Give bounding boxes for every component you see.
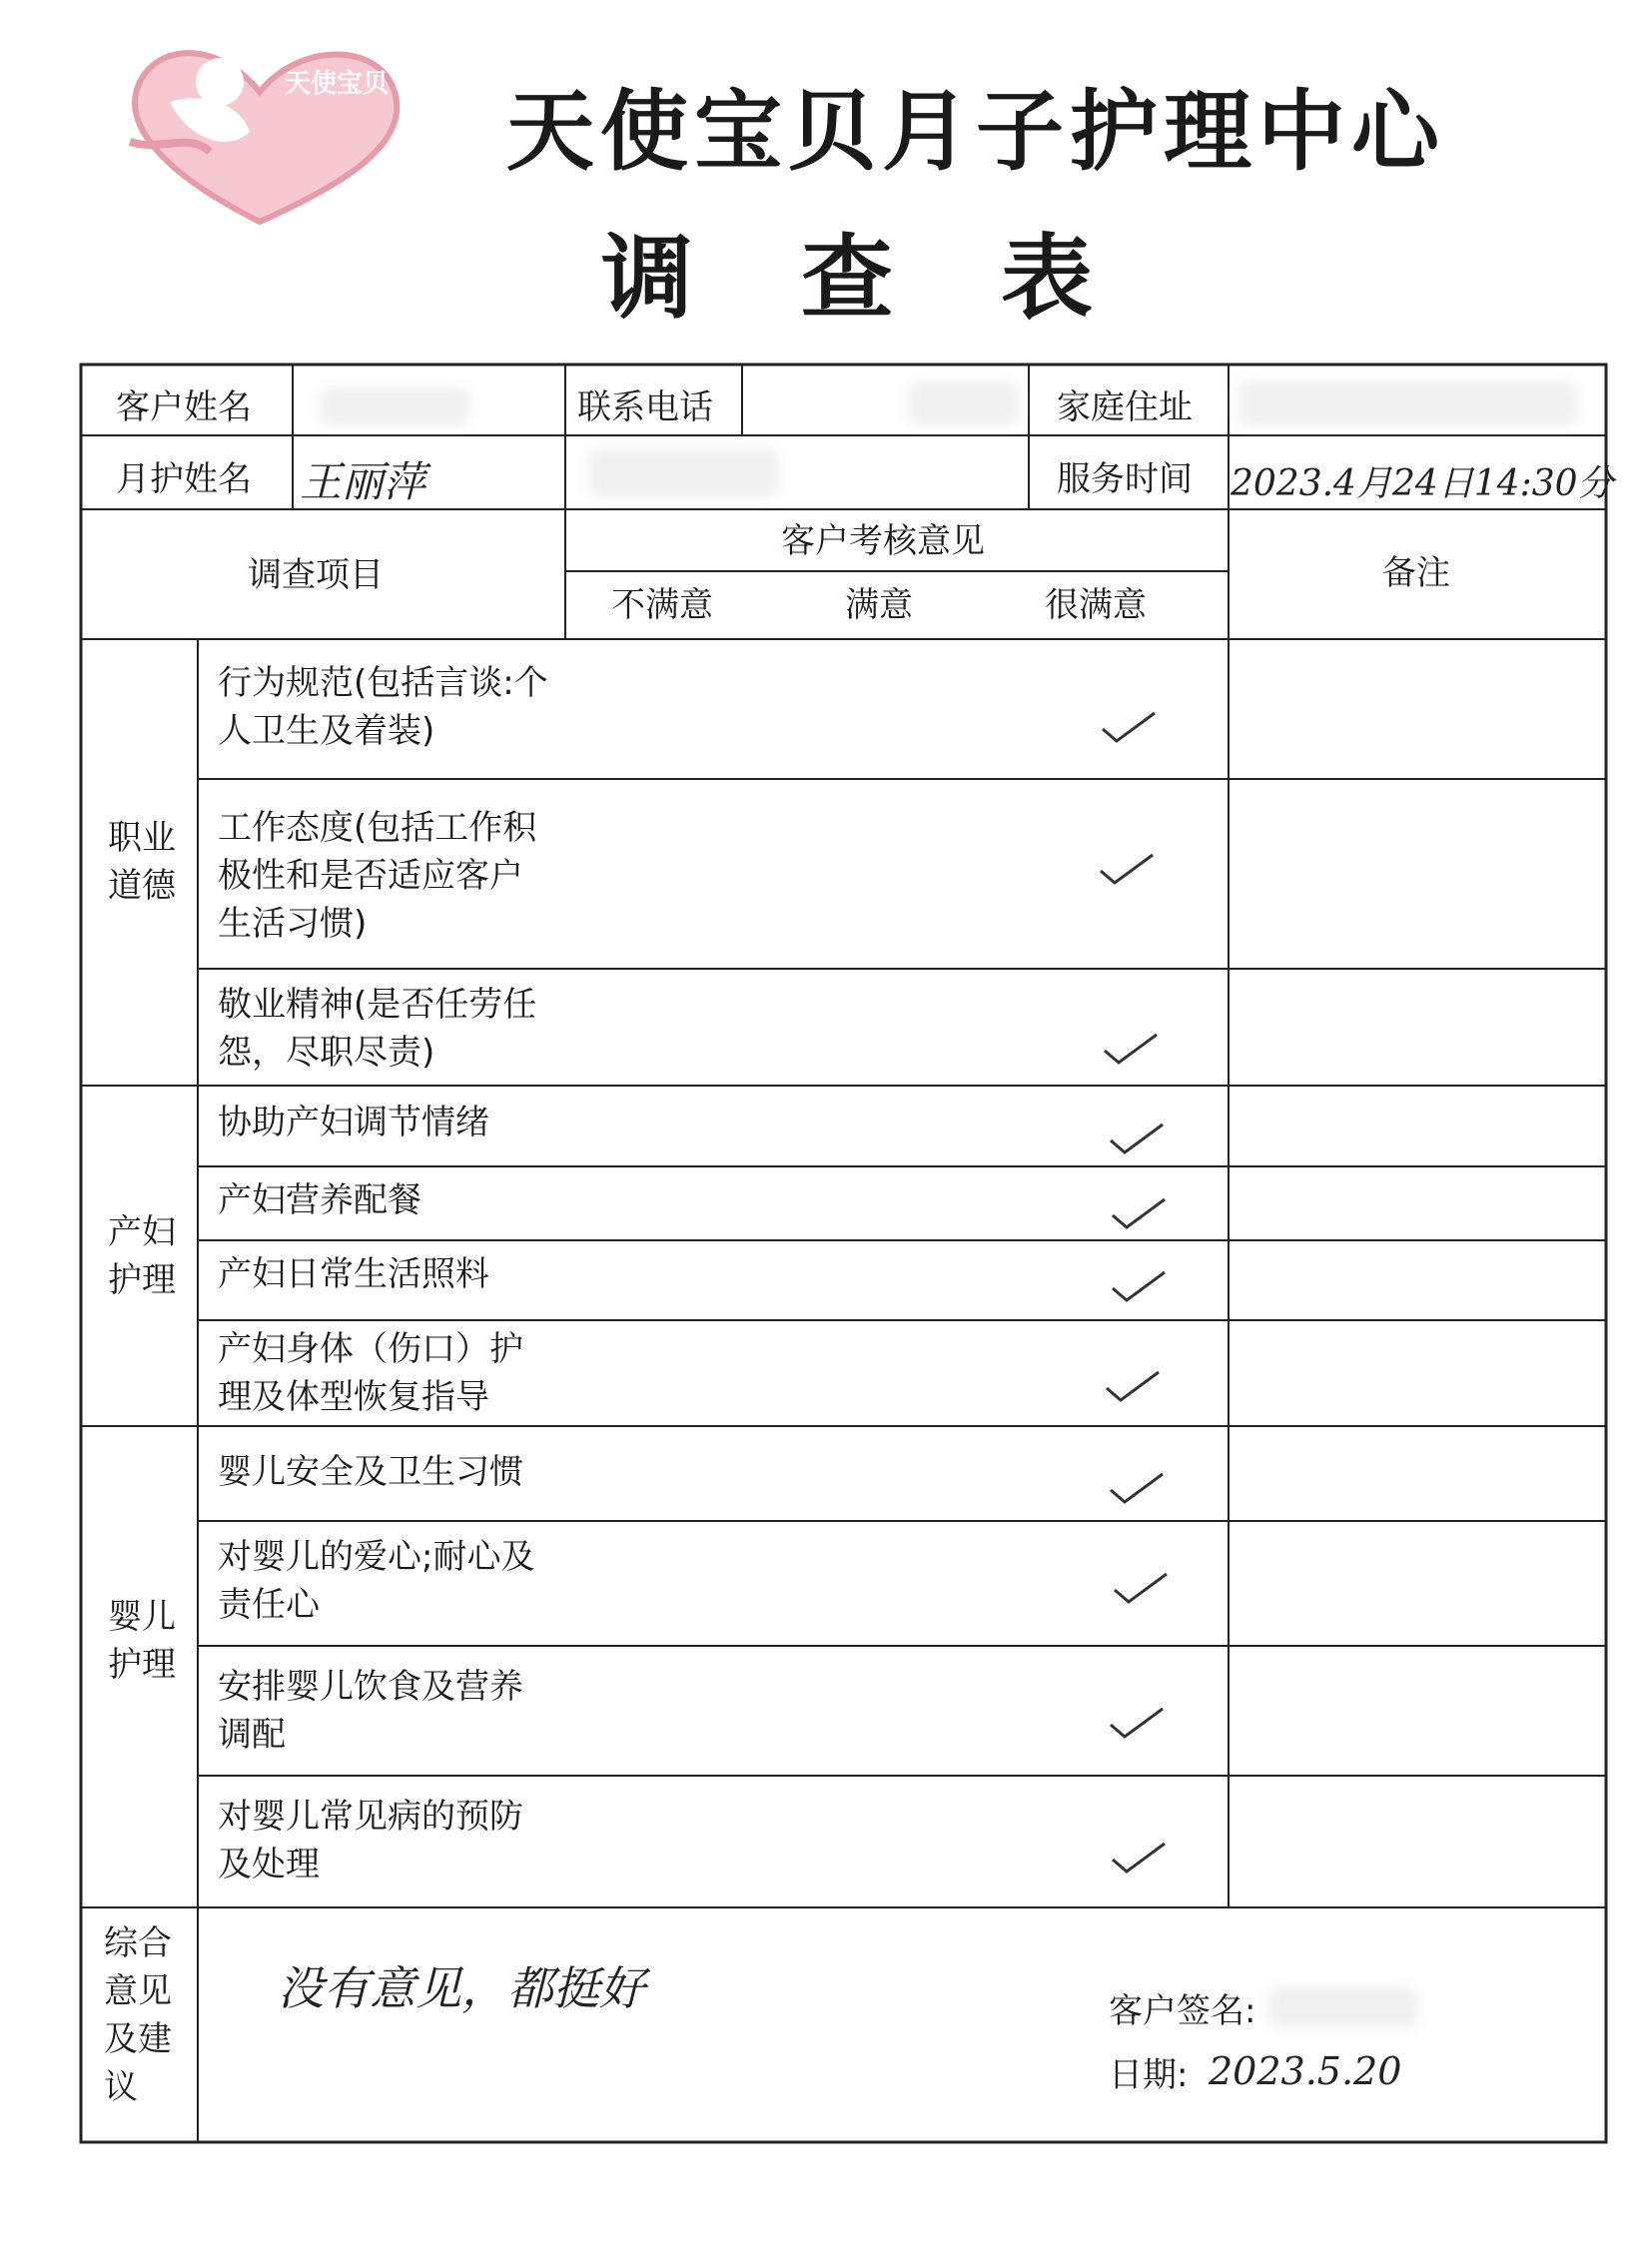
summary-comment: 没有意见，都挺好 bbox=[278, 1961, 645, 2015]
checkmark-icon bbox=[1101, 1029, 1161, 1069]
checkmark-icon bbox=[1109, 1266, 1169, 1306]
service-time-label: 服务时间 bbox=[1057, 459, 1193, 499]
phone-label: 联系电话 bbox=[577, 387, 713, 427]
item-text: 敬业精神(是否任劳任怨，尽职尽责) bbox=[218, 985, 537, 1073]
checkmark-icon bbox=[1111, 1568, 1171, 1608]
item-text: 婴儿安全及卫生习惯 bbox=[218, 1452, 523, 1492]
item-text: 产妇营养配餐 bbox=[218, 1180, 421, 1220]
checkmark-icon bbox=[1109, 1193, 1169, 1233]
nurse-phone-redacted bbox=[589, 449, 779, 497]
checkmark-icon bbox=[1099, 707, 1159, 747]
survey-item-header: 调查项目 bbox=[248, 555, 384, 595]
checkmark-icon bbox=[1107, 1119, 1167, 1158]
nurse-name-label: 月护姓名 bbox=[116, 459, 252, 499]
summary-label: 综合意见及建议 bbox=[104, 1923, 172, 2107]
group-label-baby-care: 婴儿护理 bbox=[108, 1597, 176, 1685]
checkmark-icon bbox=[1109, 1838, 1169, 1878]
checkmark-icon bbox=[1103, 1366, 1163, 1406]
checkmark-icon bbox=[1097, 849, 1157, 889]
item-text: 对婴儿常见病的预防及处理 bbox=[218, 1797, 523, 1885]
very-satisfied-header: 很满意 bbox=[1045, 585, 1147, 625]
satisfied-header: 满意 bbox=[845, 585, 913, 625]
logo-text: 天使宝贝 bbox=[285, 69, 390, 99]
item-text: 对婴儿的爱心;耐心及责任心 bbox=[218, 1537, 535, 1625]
item-text: 工作态度(包括工作积极性和是否适应客户生活习惯) bbox=[218, 808, 537, 944]
signature-label: 客户签名: bbox=[1109, 1991, 1256, 2031]
page-title: 天使宝贝月子护理中心 bbox=[505, 80, 1445, 183]
checkmark-icon bbox=[1107, 1703, 1167, 1743]
date-label: 日期: bbox=[1109, 2055, 1189, 2095]
customer-name-label: 客户姓名 bbox=[116, 387, 252, 427]
signature-redacted bbox=[1268, 1987, 1418, 2027]
address-redacted bbox=[1239, 381, 1578, 425]
item-text: 行为规范(包括言谈:个人卫生及着装) bbox=[218, 663, 548, 751]
opinion-header: 客户考核意见 bbox=[781, 521, 985, 561]
group-label-mother-care: 产妇护理 bbox=[108, 1212, 176, 1300]
item-text: 产妇身体（伤口）护理及体型恢复指导 bbox=[218, 1329, 523, 1417]
nurse-name-value: 王丽萍 bbox=[300, 457, 426, 506]
item-text: 产妇日常生活照料 bbox=[218, 1254, 489, 1294]
group-label-ethics: 职业道德 bbox=[108, 818, 176, 906]
item-text: 协助产妇调节情绪 bbox=[218, 1103, 489, 1142]
page-subtitle: 调 查 表 bbox=[600, 225, 1132, 332]
checkmark-icon bbox=[1107, 1468, 1167, 1508]
address-label: 家庭住址 bbox=[1057, 387, 1193, 427]
not-satisfied-header: 不满意 bbox=[611, 585, 713, 625]
remark-header: 备注 bbox=[1382, 553, 1450, 593]
service-time-value: 2023.4月24日14:30分 bbox=[1231, 463, 1614, 504]
item-text: 安排婴儿饮食及营养调配 bbox=[218, 1667, 523, 1755]
customer-name-redacted bbox=[320, 387, 469, 425]
phone-redacted bbox=[909, 381, 1019, 425]
date-value: 2023.5.20 bbox=[1209, 2049, 1402, 2093]
